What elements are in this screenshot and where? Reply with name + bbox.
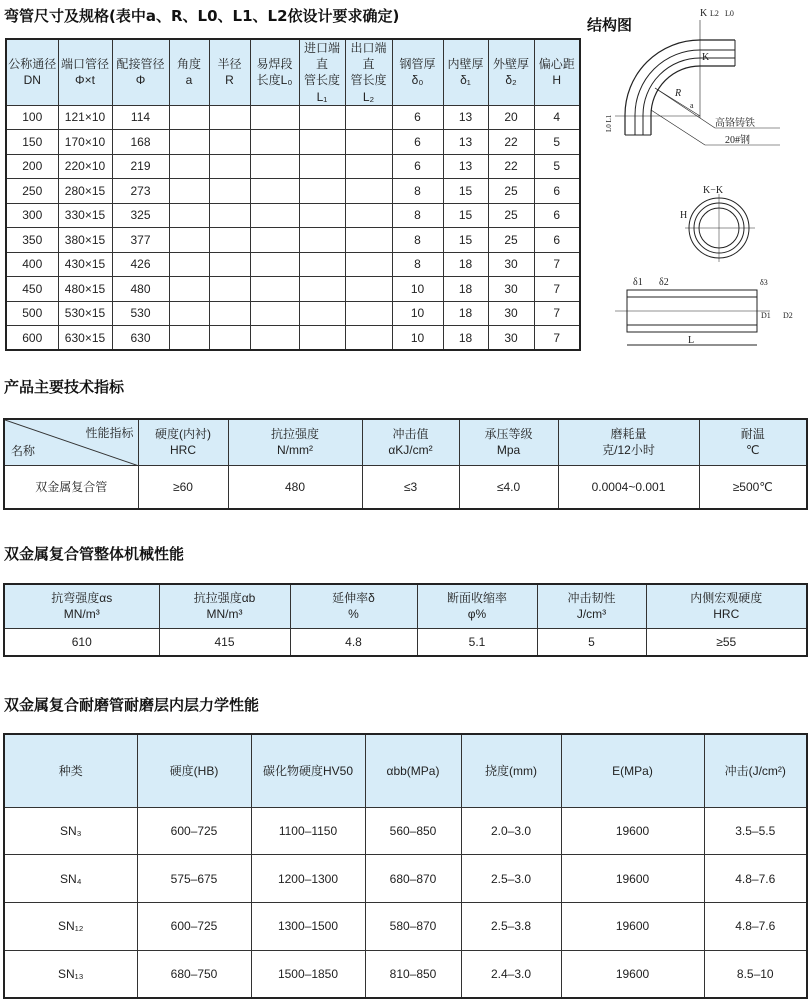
table-cell: 810–850: [365, 950, 461, 998]
table-cell: SN₄: [4, 855, 137, 903]
table-cell: 10: [392, 326, 443, 351]
column-header-line: 管长度L₂: [350, 73, 387, 104]
table-cell: 4.8: [290, 628, 417, 656]
column-header: [443, 39, 488, 105]
corner-bottom-label: 名称: [11, 444, 36, 459]
column-header-line: MN/m³: [63, 607, 100, 622]
table-cell: [169, 228, 209, 253]
column-header-line: 外壁厚: [492, 57, 529, 72]
table-cell: 1200–1300: [251, 855, 365, 903]
column-header-line: 承压等级: [484, 427, 533, 442]
column-header-line: αKJ/cm²: [388, 443, 433, 458]
table-cell: 25: [488, 203, 534, 228]
table-cell: 114: [112, 105, 169, 130]
table-cell: 6: [392, 130, 443, 155]
column-header: 碳化物硬度HV50: [251, 734, 365, 807]
table-cell: 2.0–3.0: [461, 807, 561, 855]
structure-diagram: [585, 0, 809, 360]
table-cell: 25: [488, 179, 534, 204]
table-cell: 15: [443, 179, 488, 204]
column-header: [228, 419, 362, 465]
column-header: 挠度(mm): [461, 734, 561, 807]
table-cell: 双金属复合管: [4, 465, 138, 509]
column-header-line: R: [225, 73, 234, 88]
table-cell: 1100–1150: [251, 807, 365, 855]
svg-text:D1: D1: [761, 311, 771, 320]
main-specs-table: [3, 418, 808, 510]
table-cell: [209, 228, 250, 253]
table-cell: 4.8–7.6: [704, 903, 807, 951]
column-header-line: 内侧宏观硬度: [690, 591, 763, 606]
table-cell: [250, 154, 299, 179]
table-cell: 480: [112, 277, 169, 302]
table-cell: 19600: [561, 903, 704, 951]
table-cell: 300: [6, 203, 58, 228]
table-row: [6, 179, 580, 204]
svg-text:δ2: δ2: [659, 277, 669, 288]
table-cell: 30: [488, 277, 534, 302]
table-cell: 7: [534, 252, 580, 277]
table-cell: 630×15: [58, 326, 112, 351]
table-cell: 273: [112, 179, 169, 204]
table-cell: [209, 179, 250, 204]
table-cell: 5: [534, 130, 580, 155]
table-cell: 219: [112, 154, 169, 179]
svg-text:K−K: K−K: [703, 185, 724, 196]
column-header-line: 易焊段: [256, 57, 293, 72]
table-cell: 8: [392, 179, 443, 204]
table-cell: [250, 252, 299, 277]
table-cell: [169, 301, 209, 326]
table-cell: [250, 179, 299, 204]
table-cell: ≥500℃: [699, 465, 807, 509]
column-header-line: Mpa: [496, 443, 521, 458]
table-cell: 7: [534, 326, 580, 351]
table-cell: 530: [112, 301, 169, 326]
table-cell: [345, 154, 392, 179]
column-header: αbb(MPa): [365, 734, 461, 807]
column-header-line: 管长度L₁: [303, 73, 340, 104]
table-cell: 480: [228, 465, 362, 509]
column-header-line: H: [552, 73, 562, 88]
table-cell: 8: [392, 252, 443, 277]
section-title-elbow-specs: 弯管尺寸及规格(表中a、R、L0、L1、L2依设计要求确定): [4, 7, 400, 25]
table-cell: [250, 105, 299, 130]
table-cell: 4: [534, 105, 580, 130]
table-cell: [209, 326, 250, 351]
table-cell: [169, 252, 209, 277]
table-cell: [345, 130, 392, 155]
table-cell: 600: [6, 326, 58, 351]
table-cell: 18: [443, 252, 488, 277]
table-cell: 380×15: [58, 228, 112, 253]
column-header: [558, 419, 699, 465]
table-cell: [299, 105, 345, 130]
table-cell: 5: [534, 154, 580, 179]
table-cell: SN₁₃: [4, 950, 137, 998]
table-cell: SN₃: [4, 807, 137, 855]
table-cell: [209, 154, 250, 179]
table-cell: 19600: [561, 950, 704, 998]
column-header: [488, 39, 534, 105]
table-cell: 100: [6, 105, 58, 130]
column-header: [362, 419, 459, 465]
table-cell: 330×15: [58, 203, 112, 228]
column-header-line: 内壁厚: [447, 57, 484, 72]
column-header-line: HRC: [170, 443, 196, 458]
column-header-line: 长度L₀: [256, 73, 293, 88]
column-header: [534, 39, 580, 105]
table-cell: [209, 277, 250, 302]
table-cell: 168: [112, 130, 169, 155]
table-cell: 13: [443, 154, 488, 179]
column-header-line: 端口管径: [60, 57, 109, 72]
column-header-line: φ%: [467, 607, 487, 622]
table-cell: 500: [6, 301, 58, 326]
table-cell: 220×10: [58, 154, 112, 179]
table-row: [6, 154, 580, 179]
table-cell: 5.1: [417, 628, 537, 656]
table-cell: [345, 252, 392, 277]
column-header-line: 偏心距: [538, 57, 575, 72]
table-cell: 6: [534, 203, 580, 228]
table-row: [6, 228, 580, 253]
table-cell: 6: [534, 179, 580, 204]
table-cell: 18: [443, 277, 488, 302]
table-cell: 400: [6, 252, 58, 277]
table-cell: [169, 179, 209, 204]
column-header-line: 抗拉强度αb: [193, 591, 256, 606]
svg-text:20#钢: 20#钢: [725, 135, 750, 146]
table-cell: 15: [443, 203, 488, 228]
table-cell: [209, 252, 250, 277]
corner-top-label: 性能指标: [85, 426, 134, 440]
column-header: [112, 39, 169, 105]
table-cell: 30: [488, 326, 534, 351]
column-header-line: 延伸率δ: [332, 591, 375, 606]
table-cell: 10: [392, 277, 443, 302]
table-cell: [299, 252, 345, 277]
svg-text:a: a: [690, 101, 694, 110]
table-cell: 415: [159, 628, 290, 656]
table-cell: [209, 130, 250, 155]
table-cell: [209, 203, 250, 228]
table-cell: 18: [443, 301, 488, 326]
svg-text:D2: D2: [783, 311, 793, 320]
table-cell: ≤4.0: [459, 465, 558, 509]
column-header-line: 断面收缩率: [446, 591, 507, 606]
column-header-line: 公称通径: [8, 57, 57, 72]
column-header-line: 抗拉强度: [270, 427, 319, 442]
column-header: [58, 39, 112, 105]
table-cell: [299, 326, 345, 351]
table-cell: [345, 105, 392, 130]
table-cell: 426: [112, 252, 169, 277]
column-header: 冲击(J/cm²): [704, 734, 807, 807]
table-cell: 2.5–3.0: [461, 855, 561, 903]
wear-layer-table: [3, 733, 808, 999]
table-cell: [169, 203, 209, 228]
svg-text:H: H: [680, 210, 688, 221]
column-header: [646, 584, 807, 628]
table-row: [6, 252, 580, 277]
table-cell: [250, 228, 299, 253]
corner-header: [4, 419, 138, 465]
table-cell: 2.4–3.0: [461, 950, 561, 998]
column-header-line: MN/m³: [206, 607, 243, 622]
column-header-line: Φ: [135, 73, 146, 88]
table-cell: 480×15: [58, 277, 112, 302]
table-cell: [250, 203, 299, 228]
table-cell: 30: [488, 252, 534, 277]
table-cell: [299, 130, 345, 155]
table-cell: 580–870: [365, 903, 461, 951]
table-cell: 600–725: [137, 903, 251, 951]
table-cell: [345, 203, 392, 228]
column-header-line: 配接管径: [116, 57, 165, 72]
column-header: [250, 39, 299, 105]
table-cell: 10: [392, 301, 443, 326]
table-row: [4, 807, 807, 855]
column-header: [169, 39, 209, 105]
table-cell: [299, 154, 345, 179]
svg-text:K: K: [702, 52, 710, 63]
svg-text:L: L: [688, 335, 695, 346]
column-header-line: N/mm²: [277, 443, 313, 458]
table-cell: 6: [392, 105, 443, 130]
column-header: [209, 39, 250, 105]
table-cell: [345, 326, 392, 351]
svg-text:K: K: [700, 8, 708, 19]
table-cell: [209, 301, 250, 326]
column-header-line: 半径: [217, 57, 242, 72]
column-header-line: %: [348, 607, 359, 622]
column-header: 硬度(HB): [137, 734, 251, 807]
table-cell: [299, 179, 345, 204]
table-cell: 7: [534, 301, 580, 326]
column-header-line: 耐温: [740, 427, 765, 442]
table-cell: 22: [488, 130, 534, 155]
table-cell: [299, 301, 345, 326]
table-cell: SN₁₂: [4, 903, 137, 951]
column-header-line: 冲击韧性: [567, 591, 616, 606]
table-row: [6, 326, 580, 351]
table-cell: 19600: [561, 807, 704, 855]
table-cell: [250, 326, 299, 351]
table-cell: 630: [112, 326, 169, 351]
column-header: [138, 419, 228, 465]
table-cell: 25: [488, 228, 534, 253]
table-cell: [299, 277, 345, 302]
table-cell: ≥55: [646, 628, 807, 656]
table-cell: 450: [6, 277, 58, 302]
table-cell: [345, 179, 392, 204]
table-cell: 680–750: [137, 950, 251, 998]
column-header-line: J/cm³: [576, 607, 607, 622]
table-cell: 250: [6, 179, 58, 204]
column-header-line: 磨耗量: [610, 427, 647, 442]
column-header-line: δ₁: [460, 73, 471, 88]
table-row: [6, 301, 580, 326]
table-cell: 600–725: [137, 807, 251, 855]
column-header-line: ℃: [746, 443, 760, 458]
column-header: [417, 584, 537, 628]
column-header-line: 硬度(内衬): [155, 427, 211, 442]
table-cell: 350: [6, 228, 58, 253]
table-cell: 560–850: [365, 807, 461, 855]
table-cell: 6: [534, 228, 580, 253]
table-cell: 13: [443, 130, 488, 155]
table-cell: [169, 130, 209, 155]
column-header: [459, 419, 558, 465]
table-cell: [299, 228, 345, 253]
svg-text:高铬铸铁: 高铬铸铁: [715, 118, 755, 129]
table-row: [6, 277, 580, 302]
table-cell: 680–870: [365, 855, 461, 903]
svg-text:L0 L1: L0 L1: [605, 114, 613, 132]
column-header: [392, 39, 443, 105]
table-cell: 19600: [561, 855, 704, 903]
column-header-line: 出口端直: [350, 41, 387, 72]
table-cell: [345, 228, 392, 253]
column-header-line: δ₂: [505, 73, 517, 88]
column-header-line: 角度: [176, 57, 201, 72]
column-header-line: Φ×t: [75, 73, 95, 88]
table-cell: 2.5–3.8: [461, 903, 561, 951]
table-cell: 610: [4, 628, 159, 656]
table-cell: 575–675: [137, 855, 251, 903]
table-cell: [345, 301, 392, 326]
column-header: [699, 419, 807, 465]
table-cell: 22: [488, 154, 534, 179]
table-cell: [250, 277, 299, 302]
column-header-line: 克/12小时: [602, 443, 655, 458]
table-cell: 430×15: [58, 252, 112, 277]
column-header-line: 进口端直: [303, 41, 340, 72]
svg-text:L0: L0: [725, 9, 734, 18]
table-cell: ≤3: [362, 465, 459, 509]
table-row: [6, 130, 580, 155]
table-cell: 8: [392, 203, 443, 228]
elbow-specs-table: [5, 38, 581, 351]
table-cell: 13: [443, 105, 488, 130]
table-cell: [169, 326, 209, 351]
table-cell: 5: [537, 628, 646, 656]
column-header-line: 冲击值: [392, 427, 429, 442]
column-header-line: 钢管厚: [399, 57, 436, 72]
table-cell: [299, 203, 345, 228]
table-cell: 6: [392, 154, 443, 179]
column-header-line: DN: [23, 73, 41, 88]
table-cell: 121×10: [58, 105, 112, 130]
table-cell: [250, 130, 299, 155]
table-cell: 7: [534, 277, 580, 302]
column-header: [345, 39, 392, 105]
table-cell: 20: [488, 105, 534, 130]
table-cell: 8.5–10: [704, 950, 807, 998]
table-cell: 4.8–7.6: [704, 855, 807, 903]
table-cell: 15: [443, 228, 488, 253]
table-cell: 150: [6, 130, 58, 155]
table-cell: 325: [112, 203, 169, 228]
table-row: [4, 855, 807, 903]
column-header: [290, 584, 417, 628]
section-title-wear-layer: 双金属复合耐磨管耐磨层内层力学性能: [4, 696, 260, 714]
table-cell: 0.0004~0.001: [558, 465, 699, 509]
column-header-line: δ₀: [411, 73, 424, 88]
table-cell: 170×10: [58, 130, 112, 155]
column-header: [6, 39, 58, 105]
table-cell: 18: [443, 326, 488, 351]
svg-text:L2: L2: [710, 9, 719, 18]
table-row: [6, 203, 580, 228]
column-header-line: HRC: [713, 607, 740, 622]
column-header: [299, 39, 345, 105]
table-cell: 3.5–5.5: [704, 807, 807, 855]
section-title-main-specs: 产品主要技术指标: [4, 378, 125, 396]
table-cell: 8: [392, 228, 443, 253]
table-cell: 530×15: [58, 301, 112, 326]
svg-text:δ3: δ3: [760, 278, 768, 287]
table-cell: 1500–1850: [251, 950, 365, 998]
column-header-line: a: [185, 73, 193, 88]
table-cell: 377: [112, 228, 169, 253]
table-cell: 200: [6, 154, 58, 179]
table-cell: ≥60: [138, 465, 228, 509]
column-header: [159, 584, 290, 628]
svg-text:R: R: [675, 88, 682, 99]
column-header: E(MPa): [561, 734, 704, 807]
table-row: [6, 105, 580, 130]
column-header: 种类: [4, 734, 137, 807]
table-cell: 30: [488, 301, 534, 326]
column-header: [4, 584, 159, 628]
table-cell: 1300–1500: [251, 903, 365, 951]
column-header-line: 抗弯强度αs: [51, 591, 113, 606]
table-cell: [169, 277, 209, 302]
table-row: [4, 903, 807, 951]
svg-text:δ1: δ1: [633, 277, 643, 288]
column-header: [537, 584, 646, 628]
mechanical-table: [3, 583, 808, 657]
table-cell: [345, 277, 392, 302]
diagram-title: 结构图: [587, 16, 633, 34]
table-cell: [169, 154, 209, 179]
section-title-mechanical: 双金属复合管整体机械性能: [4, 545, 185, 563]
table-row: [4, 950, 807, 998]
table-cell: 280×15: [58, 179, 112, 204]
table-cell: [250, 301, 299, 326]
table-cell: [209, 105, 250, 130]
table-cell: [169, 105, 209, 130]
